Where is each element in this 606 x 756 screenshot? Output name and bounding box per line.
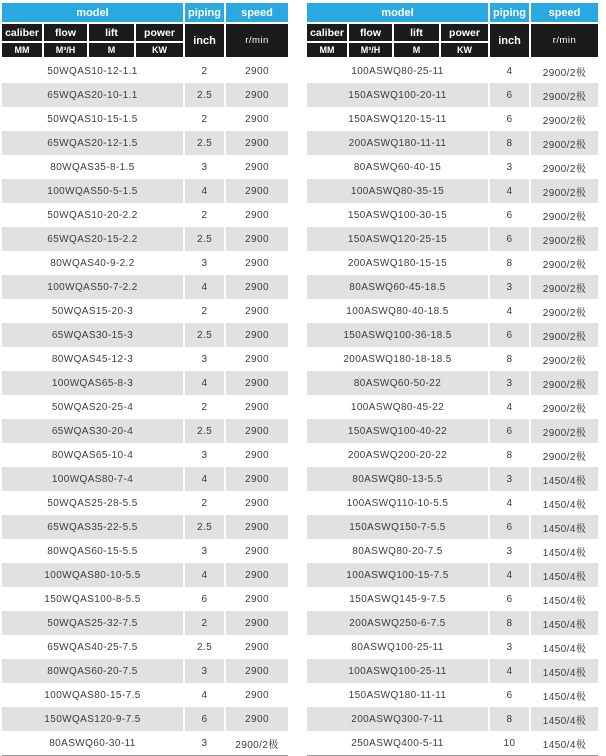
piping-cell: 4 (185, 683, 224, 707)
table-row (307, 491, 598, 515)
header-model: model (2, 3, 183, 22)
header-piping: piping (185, 3, 224, 22)
table-row (2, 131, 288, 155)
speed-cell: 1450/4极 (531, 467, 598, 491)
table-row (307, 419, 598, 443)
piping-cell: 6 (490, 107, 529, 131)
piping-cell: 4 (490, 491, 529, 515)
table-row (2, 659, 288, 683)
model-cell: 65WQAS40-25-7.5 (2, 635, 183, 659)
piping-cell: 6 (490, 83, 529, 107)
speed-cell: 2900/2极 (531, 179, 598, 203)
piping-cell: 2.5 (185, 419, 224, 443)
speed-cell: 1450/4极 (531, 491, 598, 515)
header-flow: flow (349, 24, 392, 41)
speed-cell: 2900 (226, 563, 288, 587)
speed-cell: 2900/2极 (531, 347, 598, 371)
speed-cell: 2900 (226, 371, 288, 395)
header-caliber: caliber (307, 24, 347, 41)
piping-cell: 3 (185, 443, 224, 467)
table-row (307, 635, 598, 659)
speed-cell: 2900 (226, 203, 288, 227)
piping-cell: 2 (185, 299, 224, 323)
table-row (307, 107, 598, 131)
speed-cell: 2900/2极 (531, 203, 598, 227)
model-cell: 50WQAS10-15-1.5 (2, 107, 183, 131)
speed-cell: 2900/2极 (531, 371, 598, 395)
piping-cell: 2.5 (185, 635, 224, 659)
table-row (307, 347, 598, 371)
speed-cell: 2900 (226, 467, 288, 491)
model-cell: 80WQAS40-9-2.2 (2, 251, 183, 275)
piping-cell: 3 (185, 539, 224, 563)
model-cell: 50WQAS25-32-7.5 (2, 611, 183, 635)
speed-cell: 1450/4极 (531, 707, 598, 731)
table-row (307, 179, 598, 203)
table-header (2, 3, 288, 57)
speed-cell: 2900/2极 (531, 323, 598, 347)
model-cell: 100WQAS50-7-2.2 (2, 275, 183, 299)
speed-cell: 2900/2极 (531, 155, 598, 179)
piping-cell: 4 (185, 563, 224, 587)
speed-cell: 1450/4极 (531, 731, 598, 755)
speed-cell: 2900 (226, 131, 288, 155)
table-row (307, 131, 598, 155)
speed-cell: 2900 (226, 251, 288, 275)
table-row (2, 539, 288, 563)
speed-cell: 2900 (226, 395, 288, 419)
table-row (307, 683, 598, 707)
header-caliber-unit: MM (307, 43, 347, 57)
piping-cell: 2 (185, 611, 224, 635)
speed-cell: 2900 (226, 611, 288, 635)
piping-cell: 6 (185, 707, 224, 731)
model-cell: 100ASWQ80-25-11 (307, 59, 488, 83)
model-cell: 100ASWQ110-10-5.5 (307, 491, 488, 515)
model-cell: 80ASWQ80-20-7.5 (307, 539, 488, 563)
header-power-unit: KW (441, 43, 488, 57)
pump-spec-table-right (307, 3, 598, 756)
piping-cell: 6 (490, 323, 529, 347)
piping-cell: 2.5 (185, 131, 224, 155)
speed-cell: 2900 (226, 443, 288, 467)
speed-cell: 2900/2极 (531, 59, 598, 83)
table-row (2, 59, 288, 83)
speed-cell: 2900 (226, 659, 288, 683)
speed-cell: 2900/2极 (226, 731, 288, 755)
table-row (307, 323, 598, 347)
model-cell: 150ASWQ100-30-15 (307, 203, 488, 227)
piping-cell: 6 (185, 587, 224, 611)
table-row (2, 443, 288, 467)
piping-cell: 6 (490, 683, 529, 707)
piping-cell: 3 (490, 155, 529, 179)
speed-cell: 2900 (226, 683, 288, 707)
model-cell: 65WQAS30-15-3 (2, 323, 183, 347)
piping-cell: 3 (490, 467, 529, 491)
piping-cell: 2 (185, 491, 224, 515)
table-header (307, 3, 598, 57)
table-row (2, 611, 288, 635)
model-cell: 50WQAS20-25-4 (2, 395, 183, 419)
model-cell: 250ASWQ400-5-11 (307, 731, 488, 755)
table-row (2, 683, 288, 707)
table-row (307, 155, 598, 179)
model-cell: 100WQAS80-10-5.5 (2, 563, 183, 587)
speed-cell: 1450/4极 (531, 587, 598, 611)
table-row (2, 371, 288, 395)
header-model: model (307, 3, 488, 22)
model-cell: 150WQAS100-8-5.5 (2, 587, 183, 611)
table-row (2, 491, 288, 515)
piping-cell: 2 (185, 107, 224, 131)
model-cell: 150WQAS120-9-7.5 (2, 707, 183, 731)
model-cell: 80WQAS60-15-5.5 (2, 539, 183, 563)
model-cell: 80ASWQ60-30-11 (2, 731, 183, 755)
model-cell: 80WQAS60-20-7.5 (2, 659, 183, 683)
model-cell: 65WQAS30-20-4 (2, 419, 183, 443)
table-row (2, 707, 288, 731)
model-cell: 65WQAS20-10-1.1 (2, 83, 183, 107)
speed-cell: 2900/2极 (531, 107, 598, 131)
header-flow-unit: M³/H (349, 43, 392, 57)
piping-cell: 8 (490, 347, 529, 371)
speed-cell: 2900/2极 (531, 443, 598, 467)
speed-cell: 2900 (226, 227, 288, 251)
table-row (2, 419, 288, 443)
table-row (307, 83, 598, 107)
speed-cell: 1450/4极 (531, 539, 598, 563)
table-row (307, 587, 598, 611)
piping-cell: 3 (490, 275, 529, 299)
piping-cell: 10 (490, 731, 529, 755)
table-row (2, 179, 288, 203)
table-row (2, 587, 288, 611)
table-row (2, 563, 288, 587)
table-row (307, 659, 598, 683)
model-cell: 150ASWQ120-25-15 (307, 227, 488, 251)
speed-cell: 1450/4极 (531, 659, 598, 683)
model-cell: 100ASWQ100-15-7.5 (307, 563, 488, 587)
speed-cell: 2900/2极 (531, 299, 598, 323)
piping-cell: 3 (185, 659, 224, 683)
speed-cell: 2900 (226, 419, 288, 443)
model-cell: 65WQAS35-22-5.5 (2, 515, 183, 539)
header-lift-unit: M (89, 43, 134, 57)
table-row (307, 59, 598, 83)
model-cell: 150ASWQ150-7-5.5 (307, 515, 488, 539)
piping-cell: 6 (490, 515, 529, 539)
model-cell: 200ASWQ180-18-18.5 (307, 347, 488, 371)
piping-cell: 2.5 (185, 83, 224, 107)
table-row (2, 275, 288, 299)
header-caliber-unit: MM (2, 43, 42, 57)
table-row (307, 227, 598, 251)
piping-cell: 4 (490, 395, 529, 419)
speed-cell: 2900 (226, 707, 288, 731)
model-cell: 200ASWQ200-20-22 (307, 443, 488, 467)
speed-cell: 2900/2极 (531, 275, 598, 299)
model-cell: 80ASWQ80-13-5.5 (307, 467, 488, 491)
model-cell: 80ASWQ60-45-18.5 (307, 275, 488, 299)
table-row (307, 395, 598, 419)
speed-cell: 2900/2极 (531, 131, 598, 155)
header-speed-unit: r/min (531, 24, 598, 57)
header-speed: speed (226, 3, 288, 22)
piping-cell: 4 (185, 371, 224, 395)
table-row (2, 251, 288, 275)
model-cell: 100WQAS50-5-1.5 (2, 179, 183, 203)
table-row (2, 395, 288, 419)
header-power: power (441, 24, 488, 41)
model-cell: 80ASWQ60-50-22 (307, 371, 488, 395)
table-row (2, 635, 288, 659)
table-row (307, 443, 598, 467)
model-cell: 100ASWQ80-40-18.5 (307, 299, 488, 323)
header-flow-unit: M³/H (44, 43, 87, 57)
piping-cell: 2 (185, 395, 224, 419)
speed-cell: 2900/2极 (531, 419, 598, 443)
table-body (2, 59, 288, 756)
table-row (307, 515, 598, 539)
model-cell: 100WQAS80-15-7.5 (2, 683, 183, 707)
table-body (307, 59, 598, 756)
model-cell: 50WQAS25-28-5.5 (2, 491, 183, 515)
piping-cell: 4 (490, 179, 529, 203)
table-row (307, 707, 598, 731)
speed-cell: 1450/4极 (531, 611, 598, 635)
header-speed: speed (531, 3, 598, 22)
table-row (307, 371, 598, 395)
piping-cell: 4 (490, 299, 529, 323)
speed-cell: 1450/4极 (531, 563, 598, 587)
model-cell: 200ASWQ180-11-11 (307, 131, 488, 155)
piping-cell: 4 (185, 467, 224, 491)
model-cell: 200ASWQ180-15-15 (307, 251, 488, 275)
table-row (307, 467, 598, 491)
model-cell: 50WQAS15-20-3 (2, 299, 183, 323)
piping-cell: 3 (490, 635, 529, 659)
piping-cell: 8 (490, 611, 529, 635)
header-speed-unit: r/min (226, 24, 288, 57)
model-cell: 100WQAS65-8-3 (2, 371, 183, 395)
piping-cell: 4 (185, 275, 224, 299)
piping-cell: 8 (490, 443, 529, 467)
pump-spec-table-left (2, 3, 288, 756)
piping-cell: 3 (490, 371, 529, 395)
model-cell: 150ASWQ100-36-18.5 (307, 323, 488, 347)
table-row (307, 731, 598, 755)
speed-cell: 2900 (226, 515, 288, 539)
speed-cell: 1450/4极 (531, 683, 598, 707)
model-cell: 150ASWQ120-15-11 (307, 107, 488, 131)
speed-cell: 2900 (226, 491, 288, 515)
piping-cell: 2.5 (185, 323, 224, 347)
table-row (2, 731, 288, 755)
table-row (307, 299, 598, 323)
header-flow: flow (44, 24, 87, 41)
speed-cell: 2900/2极 (531, 227, 598, 251)
speed-cell: 2900 (226, 107, 288, 131)
piping-cell: 6 (490, 227, 529, 251)
speed-cell: 2900 (226, 155, 288, 179)
piping-cell: 8 (490, 707, 529, 731)
model-cell: 80WQAS45-12-3 (2, 347, 183, 371)
table-row (307, 563, 598, 587)
speed-cell: 2900 (226, 539, 288, 563)
header-power: power (136, 24, 183, 41)
table-row (2, 227, 288, 251)
model-cell: 100ASWQ100-25-11 (307, 659, 488, 683)
table-row (307, 251, 598, 275)
table-row (2, 323, 288, 347)
piping-cell: 8 (490, 131, 529, 155)
model-cell: 150ASWQ145-9-7.5 (307, 587, 488, 611)
model-cell: 200ASWQ250-6-7.5 (307, 611, 488, 635)
piping-cell: 4 (490, 59, 529, 83)
model-cell: 100WQAS80-7-4 (2, 467, 183, 491)
speed-cell: 2900/2极 (531, 83, 598, 107)
table-row (2, 299, 288, 323)
speed-cell: 2900 (226, 347, 288, 371)
speed-cell: 2900 (226, 59, 288, 83)
piping-cell: 2 (185, 203, 224, 227)
header-piping-unit: inch (490, 24, 529, 57)
piping-cell: 3 (185, 731, 224, 755)
header-lift: lift (394, 24, 439, 41)
piping-cell: 4 (490, 563, 529, 587)
table-row (2, 107, 288, 131)
table-row (2, 515, 288, 539)
table-row (307, 275, 598, 299)
header-lift: lift (89, 24, 134, 41)
speed-cell: 2900 (226, 635, 288, 659)
model-cell: 100ASWQ80-45-22 (307, 395, 488, 419)
table-row (2, 83, 288, 107)
speed-cell: 1450/4极 (531, 635, 598, 659)
speed-cell: 2900 (226, 275, 288, 299)
header-piping-unit: inch (185, 24, 224, 57)
model-cell: 50WQAS10-12-1.1 (2, 59, 183, 83)
table-row (2, 155, 288, 179)
model-cell: 65WQAS20-15-2.2 (2, 227, 183, 251)
piping-cell: 4 (185, 179, 224, 203)
piping-cell: 3 (185, 251, 224, 275)
header-piping: piping (490, 3, 529, 22)
piping-cell: 6 (490, 587, 529, 611)
header-lift-unit: M (394, 43, 439, 57)
model-cell: 80WQAS65-10-4 (2, 443, 183, 467)
model-cell: 80ASWQ60-40-15 (307, 155, 488, 179)
piping-cell: 8 (490, 251, 529, 275)
table-row (2, 467, 288, 491)
piping-cell: 6 (490, 419, 529, 443)
speed-cell: 2900 (226, 179, 288, 203)
model-cell: 150ASWQ180-11-11 (307, 683, 488, 707)
piping-cell: 3 (185, 347, 224, 371)
speed-cell: 2900 (226, 83, 288, 107)
piping-cell: 6 (490, 203, 529, 227)
speed-cell: 2900 (226, 587, 288, 611)
speed-cell: 2900 (226, 323, 288, 347)
header-power-unit: KW (136, 43, 183, 57)
piping-cell: 3 (185, 155, 224, 179)
model-cell: 150ASWQ100-20-11 (307, 83, 488, 107)
speed-cell: 2900/2极 (531, 395, 598, 419)
speed-cell: 2900 (226, 299, 288, 323)
model-cell: 80ASWQ100-25-11 (307, 635, 488, 659)
table-row (2, 347, 288, 371)
header-caliber: caliber (2, 24, 42, 41)
piping-cell: 3 (490, 539, 529, 563)
table-row (2, 203, 288, 227)
table-row (307, 539, 598, 563)
table-row (307, 203, 598, 227)
model-cell: 80WQAS35-8-1.5 (2, 155, 183, 179)
piping-cell: 2 (185, 59, 224, 83)
model-cell: 65WQAS20-12-1.5 (2, 131, 183, 155)
speed-cell: 1450/4极 (531, 515, 598, 539)
model-cell: 200ASWQ300-7-11 (307, 707, 488, 731)
piping-cell: 2.5 (185, 227, 224, 251)
table-row (307, 611, 598, 635)
speed-cell: 2900/2极 (531, 251, 598, 275)
model-cell: 100ASWQ80-35-15 (307, 179, 488, 203)
model-cell: 50WQAS10-20-2.2 (2, 203, 183, 227)
piping-cell: 2.5 (185, 515, 224, 539)
piping-cell: 4 (490, 659, 529, 683)
model-cell: 150ASWQ100-40-22 (307, 419, 488, 443)
